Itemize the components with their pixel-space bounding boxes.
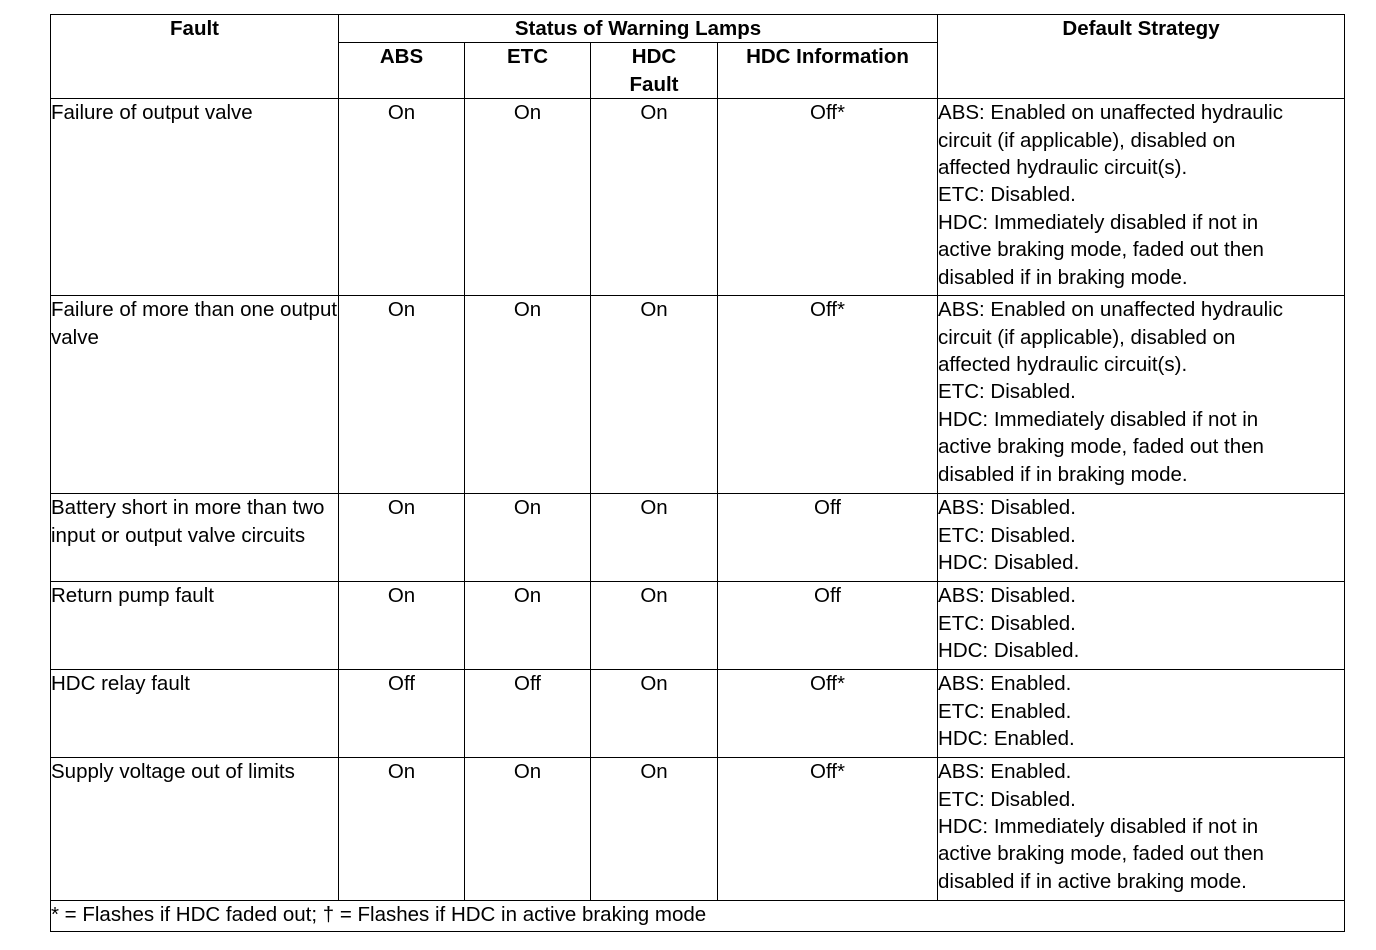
strategy-line: ETC: Disabled. (938, 523, 1076, 547)
default-strategy-cell (938, 494, 1345, 582)
abs-lamp-cell: On (339, 99, 465, 296)
hdc-fault-lamp-cell: On (591, 99, 718, 296)
footnote: * = Flashes if HDC faded out; † = Flashes if HDC in active braking mode (51, 901, 1345, 932)
table-footer (51, 901, 1345, 932)
hdc-fault-lamp-cell: On (591, 582, 718, 670)
table-row (51, 670, 1345, 758)
fault-cell: HDC relay fault (51, 670, 339, 758)
strategy-line: ABS: Enabled. (938, 672, 1072, 696)
header-row-top (51, 15, 1345, 43)
strategy-line: ETC: Disabled. (938, 787, 1076, 811)
hdc-fault-lamp-cell: On (591, 296, 718, 494)
header-abs: ABS (339, 43, 465, 99)
hdc-fault-lamp-cell: On (591, 494, 718, 582)
strategy-line: circuit (if applicable), disabled on (938, 325, 1236, 349)
fault-cell: Failure of more than one output valve (51, 296, 339, 494)
strategy-line: disabled if in active braking mode. (938, 869, 1247, 893)
strategy-line: ABS: Enabled. (938, 760, 1072, 784)
header-hdc-information: HDC Information (718, 43, 938, 99)
strategy-line: ETC: Disabled. (938, 380, 1076, 404)
strategy-line: ETC: Disabled. (938, 183, 1076, 207)
strategy-line: disabled if in braking mode. (938, 462, 1188, 486)
abs-lamp-cell: Off (339, 670, 465, 758)
strategy-line: ABS: Disabled. (938, 496, 1076, 520)
warning-lamp-fault-table (50, 14, 1345, 932)
etc-lamp-cell: On (465, 296, 591, 494)
header-status-of-warning-lamps: Status of Warning Lamps (339, 15, 938, 43)
abs-lamp-cell: On (339, 758, 465, 901)
table-body (51, 99, 1345, 901)
default-strategy-cell (938, 296, 1345, 494)
hdc-fault-lamp-cell: On (591, 670, 718, 758)
default-strategy-cell (938, 99, 1345, 296)
hdc-information-lamp-cell: Off* (718, 670, 938, 758)
strategy-line: ABS: Enabled on unaffected hydraulic (938, 298, 1283, 322)
strategy-line: affected hydraulic circuit(s). (938, 353, 1188, 377)
etc-lamp-cell: On (465, 494, 591, 582)
etc-lamp-cell: On (465, 99, 591, 296)
hdc-fault-lamp-cell: On (591, 758, 718, 901)
abs-lamp-cell: On (339, 494, 465, 582)
table-row (51, 99, 1345, 296)
strategy-line: disabled if in braking mode. (938, 265, 1188, 289)
strategy-line: active braking mode, faded out then (938, 238, 1264, 262)
strategy-line: ETC: Disabled. (938, 611, 1076, 635)
strategy-line: affected hydraulic circuit(s). (938, 156, 1188, 180)
header-etc: ETC (465, 43, 591, 99)
hdc-information-lamp-cell: Off (718, 582, 938, 670)
fault-cell: Failure of output valve (51, 99, 339, 296)
strategy-line: HDC: Immediately disabled if not in (938, 407, 1259, 431)
strategy-line: HDC: Immediately disabled if not in (938, 210, 1259, 234)
hdc-information-lamp-cell: Off* (718, 296, 938, 494)
footnote-row (51, 901, 1345, 932)
hdc-information-lamp-cell: Off (718, 494, 938, 582)
etc-lamp-cell: Off (465, 670, 591, 758)
strategy-line: HDC: Disabled. (938, 639, 1080, 663)
strategy-line: HDC: Disabled. (938, 551, 1080, 575)
strategy-line: active braking mode, faded out then (938, 842, 1264, 866)
table-row (51, 494, 1345, 582)
default-strategy-cell (938, 582, 1345, 670)
etc-lamp-cell: On (465, 758, 591, 901)
fault-cell: Battery short in more than two input or output valve circuits (51, 494, 339, 582)
strategy-line: circuit (if applicable), disabled on (938, 128, 1236, 152)
strategy-line: active braking mode, faded out then (938, 435, 1264, 459)
abs-lamp-cell: On (339, 582, 465, 670)
table-header (51, 15, 1345, 99)
strategy-line: ABS: Disabled. (938, 584, 1076, 608)
table-row (51, 758, 1345, 901)
strategy-line: ABS: Enabled on unaffected hydraulic (938, 101, 1283, 125)
strategy-line: HDC: Immediately disabled if not in (938, 815, 1259, 839)
fault-cell: Supply voltage out of limits (51, 758, 339, 901)
strategy-line: HDC: Enabled. (938, 727, 1075, 751)
table-row (51, 296, 1345, 494)
header-hdc-fault-line1: HDC (631, 45, 677, 69)
header-hdc-fault (591, 43, 718, 99)
etc-lamp-cell: On (465, 582, 591, 670)
fault-cell: Return pump fault (51, 582, 339, 670)
hdc-information-lamp-cell: Off* (718, 758, 938, 901)
strategy-line: ETC: Enabled. (938, 699, 1072, 723)
hdc-information-lamp-cell: Off* (718, 99, 938, 296)
abs-lamp-cell: On (339, 296, 465, 494)
default-strategy-cell (938, 670, 1345, 758)
header-fault: Fault (51, 15, 339, 99)
header-hdc-fault-line2: Fault (629, 72, 679, 96)
table-row (51, 582, 1345, 670)
default-strategy-cell (938, 758, 1345, 901)
header-default-strategy: Default Strategy (938, 15, 1345, 99)
